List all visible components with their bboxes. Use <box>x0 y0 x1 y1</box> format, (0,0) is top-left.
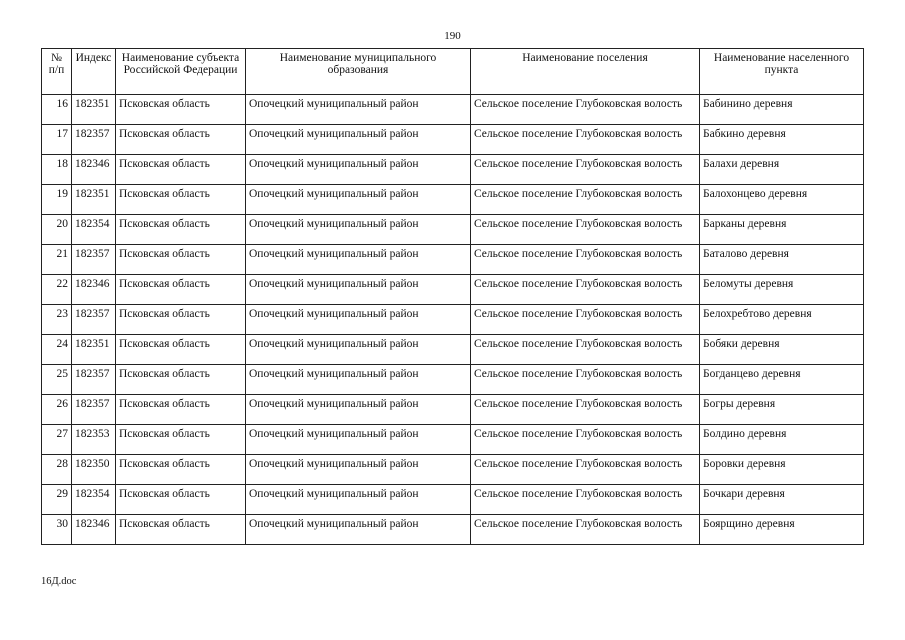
cell-num: 25 <box>42 365 72 395</box>
cell-municipality: Опочецкий муниципальный район <box>246 215 471 245</box>
cell-settlement: Сельское поселение Глубоковская волость <box>471 365 700 395</box>
cell-subject: Псковская область <box>116 395 246 425</box>
settlements-table <box>41 48 864 545</box>
footer-filename: 16Д.doc <box>41 576 77 587</box>
cell-municipality: Опочецкий муниципальный район <box>246 335 471 365</box>
column-header-locality: Наименование населенного пункта <box>700 49 864 95</box>
table-row <box>42 485 864 515</box>
cell-locality: Боярщино деревня <box>700 515 864 545</box>
cell-municipality: Опочецкий муниципальный район <box>246 425 471 455</box>
cell-locality: Богры деревня <box>700 395 864 425</box>
table-row <box>42 305 864 335</box>
page-number: 190 <box>444 30 461 42</box>
cell-settlement: Сельское поселение Глубоковская волость <box>471 215 700 245</box>
cell-municipality: Опочецкий муниципальный район <box>246 515 471 545</box>
cell-municipality: Опочецкий муниципальный район <box>246 365 471 395</box>
cell-locality: Бочкари деревня <box>700 485 864 515</box>
column-header-num: № п/п <box>42 49 72 95</box>
table-header-row <box>42 49 864 95</box>
column-header-municipality: Наименование муниципального образования <box>246 49 471 95</box>
cell-subject: Псковская область <box>116 275 246 305</box>
cell-num: 29 <box>42 485 72 515</box>
cell-municipality: Опочецкий муниципальный район <box>246 185 471 215</box>
cell-locality: Беломуты деревня <box>700 275 864 305</box>
table-row <box>42 395 864 425</box>
cell-municipality: Опочецкий муниципальный район <box>246 245 471 275</box>
table-row <box>42 455 864 485</box>
cell-index: 182351 <box>72 185 116 215</box>
cell-index: 182354 <box>72 485 116 515</box>
cell-subject: Псковская область <box>116 95 246 125</box>
cell-index: 182346 <box>72 155 116 185</box>
table-row <box>42 515 864 545</box>
cell-subject: Псковская область <box>116 455 246 485</box>
cell-municipality: Опочецкий муниципальный район <box>246 395 471 425</box>
cell-locality: Бабкино деревня <box>700 125 864 155</box>
cell-num: 18 <box>42 155 72 185</box>
cell-num: 20 <box>42 215 72 245</box>
cell-settlement: Сельское поселение Глубоковская волость <box>471 305 700 335</box>
table-row <box>42 125 864 155</box>
cell-municipality: Опочецкий муниципальный район <box>246 485 471 515</box>
cell-locality: Бобяки деревня <box>700 335 864 365</box>
cell-subject: Псковская область <box>116 515 246 545</box>
column-header-index: Индекс <box>72 49 116 95</box>
cell-index: 182346 <box>72 275 116 305</box>
cell-index: 182351 <box>72 95 116 125</box>
table-row <box>42 185 864 215</box>
cell-index: 182354 <box>72 215 116 245</box>
cell-locality: Бабинино деревня <box>700 95 864 125</box>
cell-subject: Псковская область <box>116 215 246 245</box>
table-row <box>42 215 864 245</box>
table-row <box>42 335 864 365</box>
cell-subject: Псковская область <box>116 155 246 185</box>
cell-index: 182353 <box>72 425 116 455</box>
table-row <box>42 365 864 395</box>
cell-settlement: Сельское поселение Глубоковская волость <box>471 275 700 305</box>
cell-num: 21 <box>42 245 72 275</box>
cell-subject: Псковская область <box>116 245 246 275</box>
table-body <box>42 95 864 545</box>
cell-municipality: Опочецкий муниципальный район <box>246 155 471 185</box>
cell-num: 24 <box>42 335 72 365</box>
cell-municipality: Опочецкий муниципальный район <box>246 305 471 335</box>
cell-subject: Псковская область <box>116 305 246 335</box>
cell-num: 26 <box>42 395 72 425</box>
cell-locality: Балохонцево деревня <box>700 185 864 215</box>
cell-locality: Барканы деревня <box>700 215 864 245</box>
cell-num: 23 <box>42 305 72 335</box>
cell-locality: Баталово деревня <box>700 245 864 275</box>
cell-settlement: Сельское поселение Глубоковская волость <box>471 395 700 425</box>
cell-settlement: Сельское поселение Глубоковская волость <box>471 125 700 155</box>
table-row <box>42 425 864 455</box>
cell-index: 182351 <box>72 335 116 365</box>
cell-settlement: Сельское поселение Глубоковская волость <box>471 455 700 485</box>
cell-settlement: Сельское поселение Глубоковская волость <box>471 155 700 185</box>
cell-municipality: Опочецкий муниципальный район <box>246 275 471 305</box>
cell-settlement: Сельское поселение Глубоковская волость <box>471 95 700 125</box>
cell-locality: Болдино деревня <box>700 425 864 455</box>
table-row <box>42 95 864 125</box>
cell-num: 27 <box>42 425 72 455</box>
cell-num: 22 <box>42 275 72 305</box>
cell-settlement: Сельское поселение Глубоковская волость <box>471 485 700 515</box>
cell-settlement: Сельское поселение Глубоковская волость <box>471 335 700 365</box>
cell-index: 182357 <box>72 365 116 395</box>
cell-num: 28 <box>42 455 72 485</box>
cell-subject: Псковская область <box>116 485 246 515</box>
cell-num: 19 <box>42 185 72 215</box>
cell-municipality: Опочецкий муниципальный район <box>246 455 471 485</box>
cell-index: 182357 <box>72 125 116 155</box>
cell-num: 16 <box>42 95 72 125</box>
table-row <box>42 275 864 305</box>
cell-index: 182357 <box>72 245 116 275</box>
table-row <box>42 155 864 185</box>
cell-subject: Псковская область <box>116 335 246 365</box>
cell-subject: Псковская область <box>116 365 246 395</box>
cell-index: 182346 <box>72 515 116 545</box>
cell-subject: Псковская область <box>116 425 246 455</box>
cell-num: 17 <box>42 125 72 155</box>
cell-locality: Боровки деревня <box>700 455 864 485</box>
cell-index: 182357 <box>72 395 116 425</box>
cell-municipality: Опочецкий муниципальный район <box>246 95 471 125</box>
cell-locality: Балахи деревня <box>700 155 864 185</box>
cell-settlement: Сельское поселение Глубоковская волость <box>471 515 700 545</box>
cell-index: 182350 <box>72 455 116 485</box>
cell-locality: Белохребтово деревня <box>700 305 864 335</box>
table-row <box>42 245 864 275</box>
cell-num: 30 <box>42 515 72 545</box>
cell-settlement: Сельское поселение Глубоковская волость <box>471 185 700 215</box>
cell-settlement: Сельское поселение Глубоковская волость <box>471 245 700 275</box>
cell-index: 182357 <box>72 305 116 335</box>
cell-locality: Богданцево деревня <box>700 365 864 395</box>
column-header-subject: Наименование субъекта Российской Федерации <box>116 49 246 95</box>
cell-subject: Псковская область <box>116 185 246 215</box>
cell-subject: Псковская область <box>116 125 246 155</box>
cell-settlement: Сельское поселение Глубоковская волость <box>471 425 700 455</box>
column-header-settlement: Наименование поселения <box>471 49 700 95</box>
cell-municipality: Опочецкий муниципальный район <box>246 125 471 155</box>
